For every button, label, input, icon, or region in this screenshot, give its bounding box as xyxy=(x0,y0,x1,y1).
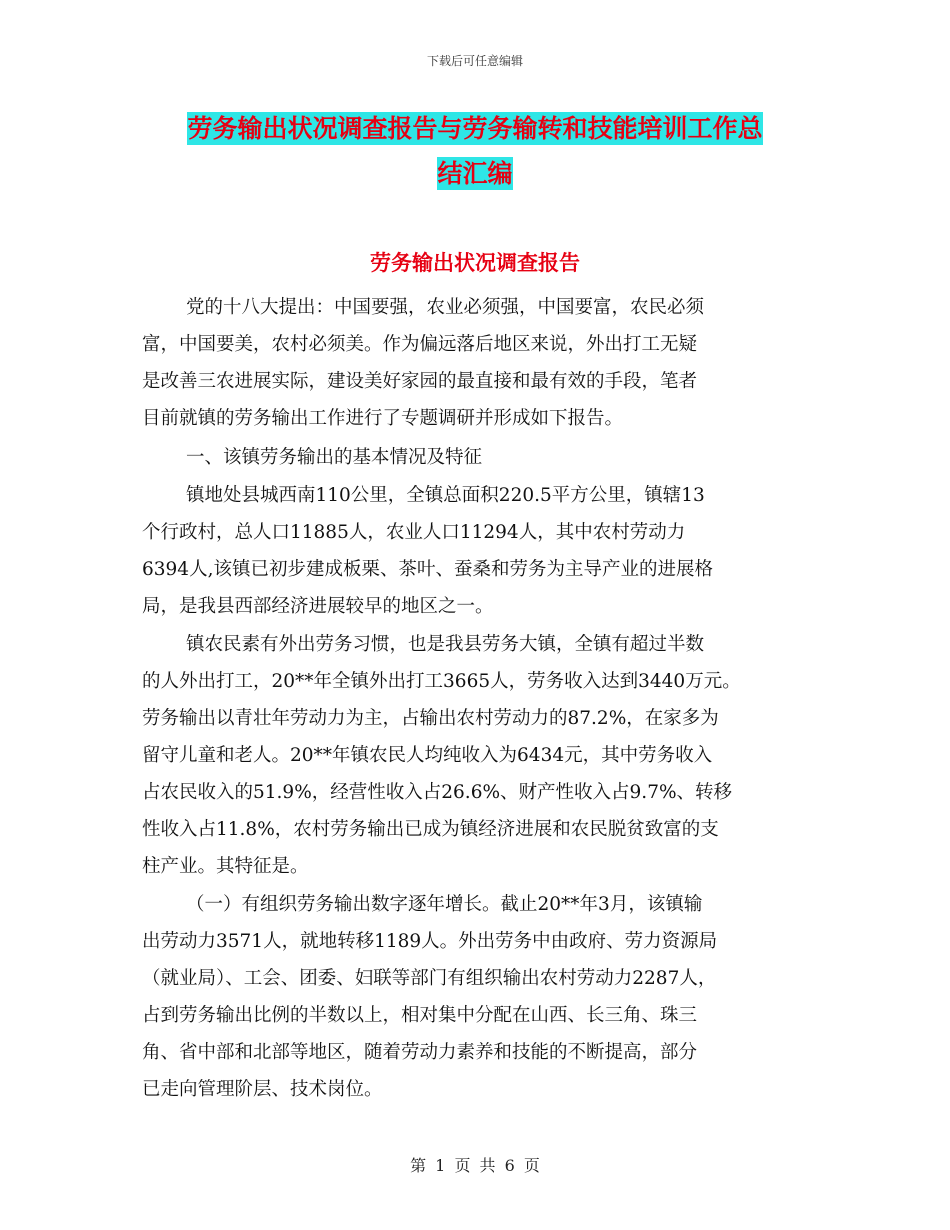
document-title-line-2 xyxy=(0,159,950,189)
body-line: （就业局）、工会、团委、妇联等部门有组织输出农村劳动力2287人， xyxy=(142,968,717,989)
body-line: 角、省中部和北部等地区，随着劳动力素养和技能的不断提高，部分 xyxy=(142,1042,698,1063)
body-line: 留守儿童和老人。20**年镇农民人均纯收入为6434元，其中劳务收入 xyxy=(142,745,713,766)
body-line: 6394人,该镇已初步建成板栗、茶叶、蚕桑和劳务为主导产业的进展格 xyxy=(142,559,713,580)
document-title-line-1 xyxy=(0,114,950,144)
body-line: 一、该镇劳务输出的基本情况及特征 xyxy=(186,447,483,468)
section-title: 劳务输出状况调查报告 xyxy=(370,251,580,275)
body-line: （一）有组织劳务输出数字逐年增长。截止20**年3月，该镇输 xyxy=(186,894,703,915)
body-line: 目前就镇的劳务输出工作进行了专题调研并形成如下报告。 xyxy=(142,408,624,429)
title-highlight: 劳务输出状况调查报告与劳务输转和技能培训工作总 xyxy=(187,114,763,143)
page-header: 下载后可任意编辑 xyxy=(426,54,523,68)
body-line: 个行政村，总人口11885人，农业人口11294人，其中农村劳动力 xyxy=(142,522,686,543)
body-line: 党的十八大提出：中国要强，农业必须强，中国要富，农民必须 xyxy=(186,297,705,318)
page-footer: 第 1 页 共 6 页 xyxy=(410,1156,540,1175)
body-line: 局，是我县西部经济进展较早的地区之一。 xyxy=(142,596,494,617)
body-line: 性收入占11.8%，农村劳务输出已成为镇经济进展和农民脱贫致富的支 xyxy=(142,819,719,840)
body-line: 出劳动力3571人，就地转移1189人。外出劳务中由政府、劳力资源局 xyxy=(142,931,718,952)
body-line: 的人外出打工，20**年全镇外出打工3665人，劳务收入达到3440万元。 xyxy=(142,671,741,692)
body-line: 富，中国要美，农村必须美。作为偏远落后地区来说，外出打工无疑 xyxy=(142,334,698,355)
body-line: 柱产业。其特征是。 xyxy=(142,856,309,877)
body-line: 占到劳务输出比例的半数以上，相对集中分配在山西、长三角、珠三 xyxy=(142,1005,698,1026)
body-line: 是改善三农进展实际，建设美好家园的最直接和最有效的手段，笔者 xyxy=(142,371,698,392)
body-line: 镇农民素有外出劳务习惯，也是我县劳务大镇，全镇有超过半数 xyxy=(186,634,705,655)
body-line: 占农民收入的51.9%，经营性收入占26.6%、财产性收入占9.7%、转移 xyxy=(142,782,733,803)
body-line: 镇地处县城西南110公里，全镇总面积220.5平方公里，镇辖13 xyxy=(186,485,705,506)
body-line: 劳务输出以青壮年劳动力为主，占输出农村劳动力的87.2%，在家多为 xyxy=(142,708,719,729)
title-highlight: 结汇编 xyxy=(437,159,513,188)
body-line: 已走向管理阶层、技术岗位。 xyxy=(142,1079,383,1100)
